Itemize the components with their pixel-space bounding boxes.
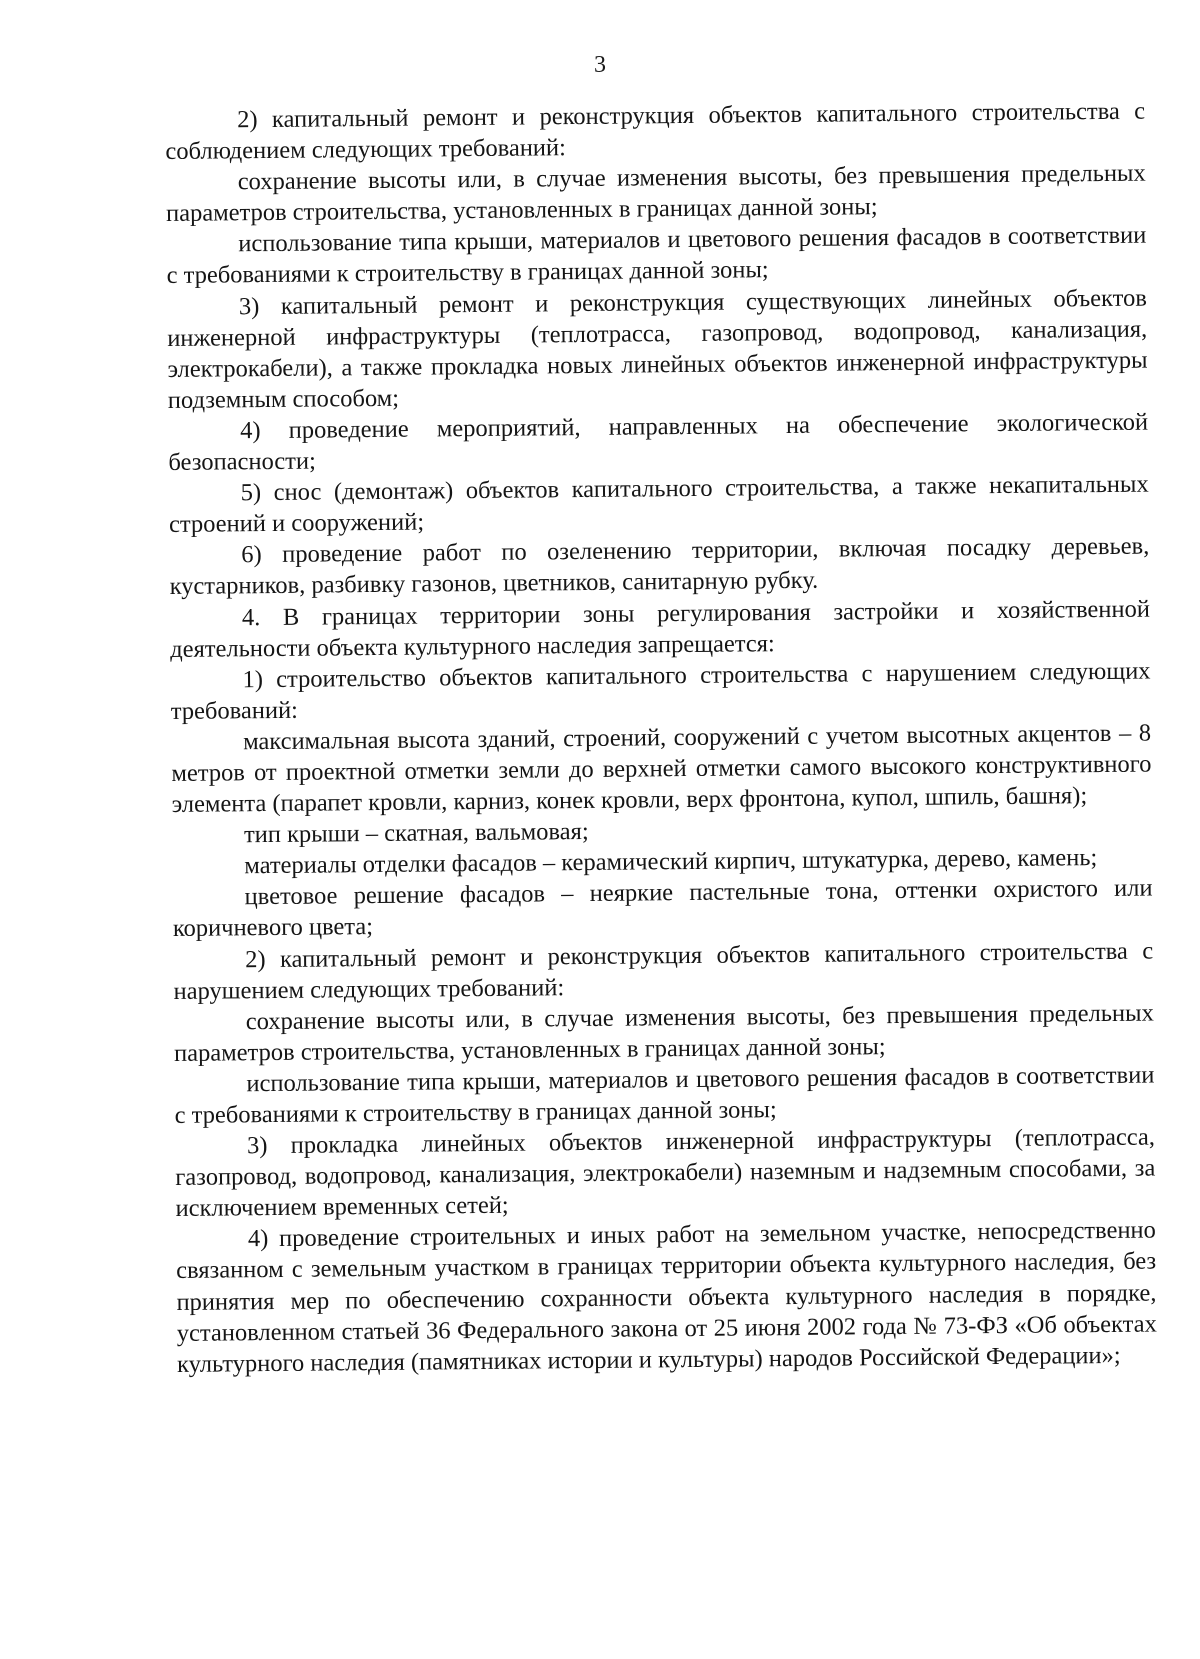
paragraph-item-6-landscaping: 6) проведение работ по озеленению территории, включая посадку деревьев, кустарников, разбивку газонов, цветников, санитарную рубку. [169, 532, 1150, 601]
paragraph-item-4-works-on-land: 4) проведение строительных и иных работ на земельном участке, непосредственно связанном с земельным участком в границах территории объекта культурного наследия, без принятия мер по обеспечению сохранности объекта культурного наследия в порядке, установленном статьей 36 Федерального закона от 25 июня 2002 года № 73-ФЗ «Об объектах культурного наследия (памятниках истории и культуры) народов Российской Федерации»; [176, 1216, 1157, 1378]
paragraph-item-5-demolition: 5) снос (демонтаж) объектов капитального строительства, а также некапитальных строений и сооружений; [168, 470, 1149, 539]
paragraph-item-2-capital-repair-violation: 2) капитальный ремонт и реконструкция объектов капитального строительства с нарушением следующих требований: [173, 937, 1154, 1005]
paragraph-roof-materials: использование типа крыши, материалов и цветового решения фасадов в соответствии с требованиями к строительству в границах данной зоны; [166, 221, 1147, 290]
paragraph-item-1-construction: 1) строительство объектов капитального строительства с нарушением следующих требований: [170, 657, 1151, 725]
paragraph-facade-materials: материалы отделки фасадов – керамический кирпич, штукатурка, дерево, камень; [244, 844, 1098, 880]
paragraph-roof-type: тип крыши – скатная, вальмовая; [243, 818, 589, 849]
paragraph-facade-colors: цветовое решение фасадов – неяркие пастельные тона, оттенки охристого или коричневого цвета; [172, 874, 1153, 943]
paragraph-item-4-ecology: 4) проведение мероприятий, направленных на обеспечение экологической безопасности; [168, 408, 1149, 477]
paragraph-roof-materials-2: использование типа крыши, материалов и цветового решения фасадов в соответствии с требованиями к строительству в границах данной зоны; [174, 1061, 1155, 1129]
page-number: 3 [594, 52, 606, 78]
paragraph-item-2-capital-repair: 2) капитальный ремонт и реконструкция объектов капитального строительства с соблюдением следующих требований: [165, 97, 1146, 166]
paragraph-height-preservation: сохранение высоты или, в случае изменения высоты, без превышения предельных параметров строительства, установленных в границах данной зоны; [165, 159, 1146, 228]
document-body [165, 96, 1157, 1380]
paragraph-section-4-prohibited: 4. В границах территории зоны регулирования застройки и хозяйственной деятельности объекта культурного наследия запрещается: [170, 595, 1151, 663]
paragraph-item-3-linear-objects: 3) капитальный ремонт и реконструкция существующих линейных объектов инженерной инфраструктуры (теплотрасса, газопровод, водопровод, канализация, электрокабели), а также прокладка новых линейных объектов инженерной инфраструктуры подземным способом; [167, 284, 1148, 414]
paragraph-item-3-overground-lines: 3) прокладка линейных объектов инженерной инфраструктуры (теплотрасса, газопровод, водопровод, канализация, электрокабели) наземным и надземным способами, за исключением временных сетей; [175, 1123, 1156, 1223]
paragraph-height-preservation-2: сохранение высоты или, в случае изменения высоты, без превышения предельных параметров строительства, установленных в границах данной зоны; [173, 999, 1154, 1067]
paragraph-max-height: максимальная высота зданий, строений, сооружений с учетом высотных акцентов – 8 метров от проектной отметки земли до верхней отметки самого высокого конструктивного элемента (парапет кровли, карниз, конек кровли, верх фронтона, купол, шпиль, башня); [171, 719, 1152, 819]
